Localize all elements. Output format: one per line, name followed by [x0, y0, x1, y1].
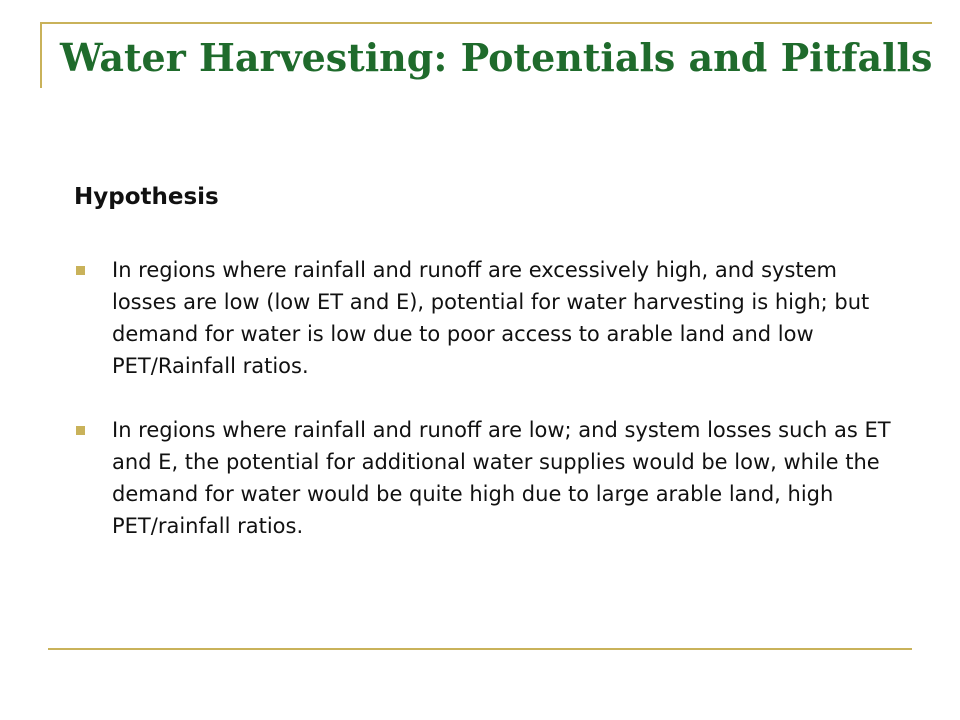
bullet-text: In regions where rainfall and runoff are excessively high, and system losses are low (low ET and E), potential for water harvesting is high; but demand for water is low due to poor access to arable land and low PET/Rainfall ratios. [112, 258, 870, 378]
bullet-list [74, 254, 894, 574]
bullet-item [74, 414, 894, 542]
square-bullet-icon [76, 266, 85, 275]
square-bullet-icon [76, 426, 85, 435]
section-heading: Hypothesis [74, 184, 219, 210]
left-frame-line [40, 22, 42, 88]
bullet-text: In regions where rainfall and runoff are low; and system losses such as ET and E, the potential for additional water supplies would be low, while the demand for water would be quite high due to large arable land, high PET/rainfall ratios. [112, 418, 891, 538]
bottom-frame-line [48, 648, 912, 650]
bullet-item [74, 254, 894, 382]
slide-title: Water Harvesting: Potentials and Pitfalls [60, 35, 933, 80]
top-frame-line [40, 22, 932, 24]
